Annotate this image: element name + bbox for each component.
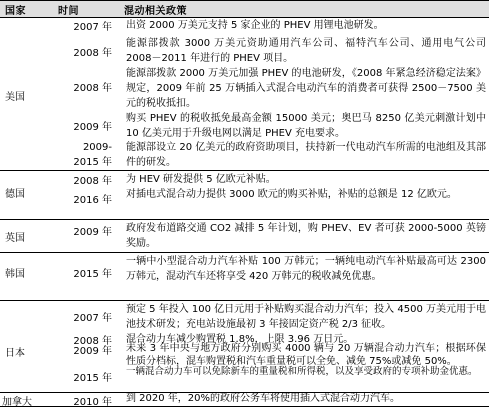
row-policy: 能源部设立 20 亿美元的政府资助项目，扶持新一代电动汽车所需的电池组及其部件的研发。 [126,142,486,168]
row-policy: 能源部拨款 3000 万美元资助通用汽车公司、福特汽车公司、通用电气公司 2008－2011 年进行的 PHEV 项目。 [126,38,489,64]
row-year: 2009 年 [73,122,112,133]
row-divider [0,252,489,253]
row-policy: 一辆中小型混合动力汽车补贴 100 万韩元；一辆纯电动汽车补贴最高可达 2300 万韩元，混动汽车还将享受 420 万韩元的税收减免优惠。 [126,256,489,282]
row-policy: 对插电式混合动力提供 3000 欧元的购买补贴，补贴的总额是 12 亿欧元。 [126,189,457,200]
row-policy: 混合动力车减少购置税 1.8%，上限 3.96 万日元。 [126,334,354,345]
row-divider [0,219,489,220]
row-country: 加拿大 [2,397,32,408]
row-country: 英国 [5,233,25,244]
row-year: 2009- 2015 年 [73,142,112,168]
row-year: 2016 年 [73,195,112,206]
row-policy: 到 2020 年，20%的政府公务车将使用插入式混合动力汽车。 [126,393,401,404]
row-country: 日本 [5,348,25,359]
row-year: 2008 年 [73,336,112,347]
row-year: 2008 年 [73,83,112,94]
header-time: 时间 [58,6,79,17]
row-policy: 为 HEV 研发提供 5 亿欧元补贴。 [126,174,276,185]
row-country: 德国 [5,189,25,200]
row-year: 2009 年 [73,227,112,238]
table-bottom-rule [0,406,489,407]
row-year: 2009 年 [73,346,112,357]
row-country: 韩国 [5,269,25,280]
row-year: 2007 年 [73,22,112,33]
row-country: 美国 [5,92,25,103]
row-year: 2008 年 [73,48,112,59]
row-divider [0,300,489,301]
row-policy: 出资 2000 万美元支持 5 家企业的 PHEV 用锂电池研发。 [126,20,384,31]
header-policy: 混动相关政策 [124,6,187,17]
row-year: 2007 年 [73,313,112,324]
row-policy: 购买 PHEV 的税收抵免最高金额 15000 美元；奥巴马 8250 亿美元刺激计划中 10 亿美元用于升级电网以满足 PHEV 充电要求。 [126,113,489,139]
row-year: 2010 年 [73,397,112,408]
row-year: 2008 年 [73,176,112,187]
row-policy: 预定 5 年投入 100 亿日元用于补贴购买混合动力汽车；投入 4500 万美元用于电池技术研发；充电站设施最初 3 年接固定资产税 2/3 征收。 [126,304,486,330]
row-policy: 未来 3 年中央与地方政府分别购买 4000 辆与 20 万辆混合动力汽车；根据环保性质分档标，混车购置税和汽车重量税可以全免、减免 75%或减免 50%。 [126,343,486,367]
row-year: 2015 年 [73,373,112,384]
row-policy: 能源部拨款 2000 万美元加强 PHEV 的电池研发，《2008 年紧急经济稳定法案》规定，2009 年前 25 万辆插入式混合电动汽车的消费者可获得 2500－7500 美元的税收抵扣。 [126,68,486,109]
row-policy: 政府发布道路交通 CO2 减排 5 年计划，购 PHEV、EV 者可获 2000-5000 英镑奖励。 [126,223,486,249]
row-policy: 一辆混合动力车可以免除新车的重量税和所得税，以及享受政府的专项补助金优惠。 [126,366,478,377]
row-year: 2015 年 [73,269,112,280]
table-header [0,0,489,18]
row-divider [0,170,489,171]
header-country: 国家 [5,6,26,17]
